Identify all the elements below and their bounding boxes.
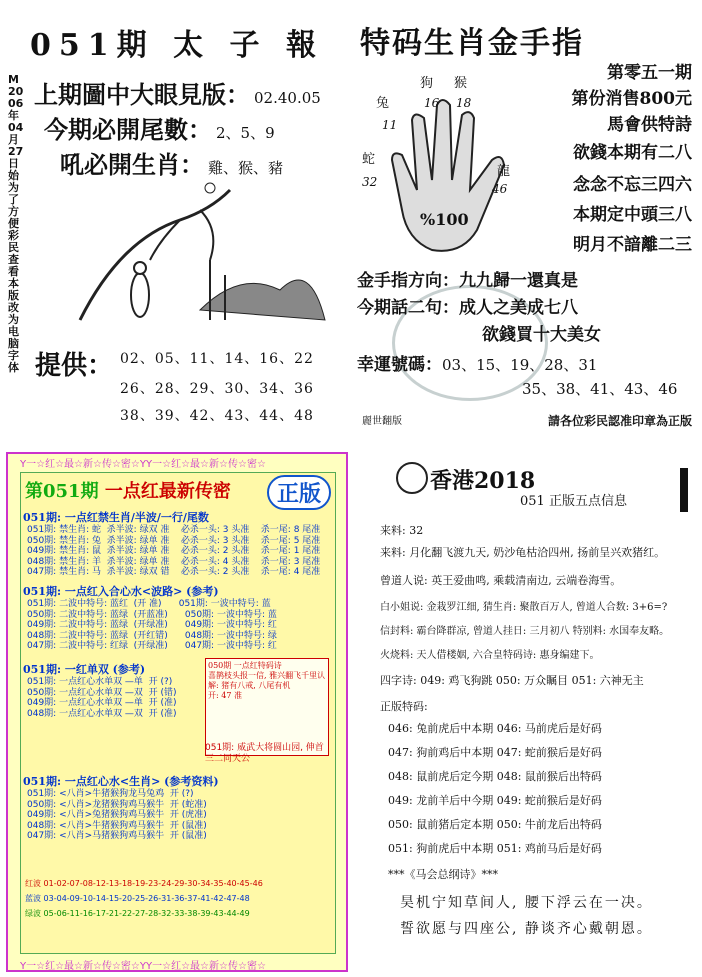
last-issue-row [34,75,321,110]
genuine-badge: 正版 [267,475,331,510]
footer-left: 麗世翻版 [362,416,402,427]
panel-header [25,477,231,503]
closing-poem-line: 誓欲愿与四座公, 静谈齐心戴朝恩。 [400,921,653,937]
last-issue-label: 上期圖中大眼見版： [34,80,250,109]
red-wave-numbers: 红波 01-02-07-08-12-13-18-19-23-24-29-30-34-35-40-45-46 [25,879,263,888]
lucky-numbers: 35、38、41、43、46 [522,380,678,398]
lucky-numbers-label: 幸運號碼： [357,355,442,375]
section-title: 051期: 一红单双 (参考) [23,663,146,676]
info-line: 四字诗: 049: 鸡飞狗跳 050: 万众瞩目 051: 六神无主 [380,674,644,687]
provide-label: 提供： [35,351,114,381]
special-code-line: 046: 兔前虎后中本期 046: 马前虎后是好码 [388,722,602,735]
content-area [20,472,336,954]
footer-right: 請各位彩民認准印章為正版 [547,414,692,428]
section-rows: 051期: 一点红心水单双 —单 开 (?) 050期: 一点红心水单双 —双 开 (错) 049期: 一点红心水单双 —单 开 (准) 048期: 一点红心水单双 —双 开 (准) [27,677,177,719]
palm-percent: %100 [420,210,469,229]
info-line: 白小姐说: 金栽罗江细, 猜生肖: 聚散百万人, 曾道人合数: 3+6=? [380,602,668,613]
ink-painting-illustration [60,180,330,330]
poem-heading: ***《马会总纲诗》*** [388,868,498,881]
info-line: 正版特码: [380,700,428,713]
special-code-line: 047: 狗前鸡后中本期 047: 蛇前猴后是好码 [388,746,602,759]
info-line: 来料: 月化翻飞渡九天, 奶沙龟枯洽四州, 扬前呈兴欢猪红。 [380,546,666,559]
finger-label: 猴 [454,76,468,91]
wish-line: 欲錢買十大美女 [482,325,601,345]
number-line: 38、39、42、43、44、48 [120,408,314,424]
issue-label: 第零五一期 [607,63,692,83]
section-title: 051期: 一点红心水<生肖> (参考资料) [23,775,219,788]
taizi-report-panel [0,0,348,438]
poem-title: 馬會供特詩 [607,115,692,135]
hk-title: 香港2018 [430,468,536,494]
info-line: 信封料: 霸台降群凉, 曾道人挂日: 三月初八 特别料: 水国奉友略。 [380,626,670,637]
finger-number: 16 [424,96,440,110]
tail-number-label: 今期必開尾數： [44,115,212,144]
border-text-bottom: Y一☆红☆最☆新☆传☆密☆YY一☆红☆最☆新☆传☆密☆ [20,961,266,972]
info-line: 火烧料: 天人借楼姻, 六合皇特码诗: 惠身编建下。 [380,650,600,661]
hk-subtitle: 051 正版五点信息 [520,494,627,509]
special-code-line: 049: 龙前羊后中今期 049: 蛇前猴后是好码 [388,794,602,807]
tail-number-value: 2、5、9 [216,124,275,142]
zodiac-value: 雞、猴、豬 [208,159,284,177]
golden-finger-panel [352,0,702,438]
hongkong-info-panel [360,452,702,972]
special-poem-box: 050期 一点红特码诗 喜鹊枝头报一信, 雅兴翻飞千里认 解: 猪有八戒, 八尾有机 开: 47 准 [205,658,329,756]
black-bar [680,468,688,512]
blue-wave-numbers: 蓝波 03-04-09-10-14-15-20-25-26-31-36-37-41-42-47-48 [25,894,250,903]
finger-label: 龍 [497,164,511,179]
finger-number: 32 [362,175,378,189]
finger-label: 蛇 [362,152,376,167]
direction-line: 金手指方向：九九歸一還真是 [357,271,578,291]
section-title: 051期: 一点红禁生肖/半波/一行/尾数 [23,511,209,524]
section-rows: 051期: 禁生肖: 蛇 杀半波: 绿双 准 必杀一头: 3 头准 杀一尾: 8 尾准 050期: 禁生肖: 兔 杀半波: 绿单 准 必杀一头: 3 头准 杀一尾: 5 尾准 049期: 禁生肖: 鼠 杀半波: 绿单 准 必杀一头: 2 头准 杀一尾: 1 尾准 048期: 禁生肖: 羊 杀半波: 绿单 准 必杀一头: 4 头准 杀一尾: 3 尾准 047期: 禁生肖: 马 杀半波: 绿双 错 必杀一头: 2 头准 杀一尾: 4 尾准 [27,525,321,577]
finger-label: 狗 [420,76,434,91]
two-phrase-line: 今期話二句：成人之美成七八 [357,298,578,318]
zodiac-label: 吼必開生肖： [60,150,204,179]
section-rows: 051期: 二波中特号: 蓝红 (开 准) 051期: 一波中特号: 蓝 050期: 二波中特号: 蓝绿 (开蓝准) 050期: 一波中特号: 蓝 049期: 二波中特号: 蓝绿 (开绿准) 049期: 一波中特号: 红 048期: 二波中特号: 蓝绿 (开红错) 048期: 一波中特号: 绿 047期: 二波中特号: 红绿 (开绿准) 047期: 一波中特号: 红 [27,599,277,651]
side-vertical-note: M2006年04月27日始为了方便彩民查看本版改为电脑字体 [8,73,24,374]
section-rows: 051期: <八肖>牛猪猴狗龙马兔鸡 开 (?) 050期: <八肖>龙猪猴狗鸡马猴牛 开 (蛇准) 049期: <八肖>兔猪猴狗鸡马猴牛 开 (虎准) 048期: <八肖>牛猪猴狗鸡马猴牛 开 (鼠准) 047期: <八肖>马猪猴狗鸡马猴牛 开 (鼠准) [27,789,207,841]
poem-line: 念念不忘三四六 [573,175,692,195]
poem-line: 明月不諳離二三 [573,235,692,255]
closing-poem-line: 昊机宁知草间人, 腰下浮云在一决。 [400,895,653,911]
finger-number: 11 [382,118,398,132]
price-label: 第份消售800元 [571,89,692,109]
lucky-numbers-row [357,350,597,375]
last-issue-value: 02.40.05 [254,89,321,107]
slogan: 一点红最新传密 [104,481,231,502]
info-line: 曾道人说: 英王爱曲鸣, 乘载清南边, 云端卷海雪。 [380,574,622,587]
special-code-line: 050: 鼠前猪后定本期 050: 牛前龙后出特码 [388,818,602,831]
issue-number: 第051期 [25,481,99,502]
finger-number: 46 [492,182,508,196]
tail-number-row [44,110,275,145]
zodiac-row [60,145,283,180]
lucky-numbers: 03、15、19、28、31 [442,356,598,374]
border-text-top: Y一☆红☆最☆新☆传☆密☆YY一☆红☆最☆新☆传☆密☆ [20,459,266,470]
finger-number: 18 [456,96,472,110]
info-line: 来料: 32 [380,524,424,537]
green-wave-numbers: 绿波 05-06-11-16-17-21-22-27-28-32-33-38-39-43-44-49 [25,909,250,918]
golden-finger-title: 特码生肖金手指 [360,26,584,61]
number-line: 02、05、11、14、16、22 [120,351,314,367]
special-code-line: 051: 狗前虎后中本期 051: 鸡前马后是好码 [388,842,602,855]
poem-line: 欲錢本期有二八 [573,143,692,163]
number-line: 26、28、29、30、34、36 [120,381,314,397]
special-code-line: 048: 鼠前虎后定今期 048: 鼠前猴后出特码 [388,770,602,783]
hk-emblem-icon [396,462,428,494]
poem-box-line: 051期: 威武大将圆山园, 伸首三二同天公 [205,743,324,764]
section-title: 051期: 一点红入合心水<波路> (参考) [23,585,219,598]
finger-label: 兔 [376,96,390,111]
taizi-title: 051期 太 子 報 [30,28,324,63]
poem-line: 本期定中頭三八 [573,205,692,225]
yidianhong-panel [6,452,348,972]
